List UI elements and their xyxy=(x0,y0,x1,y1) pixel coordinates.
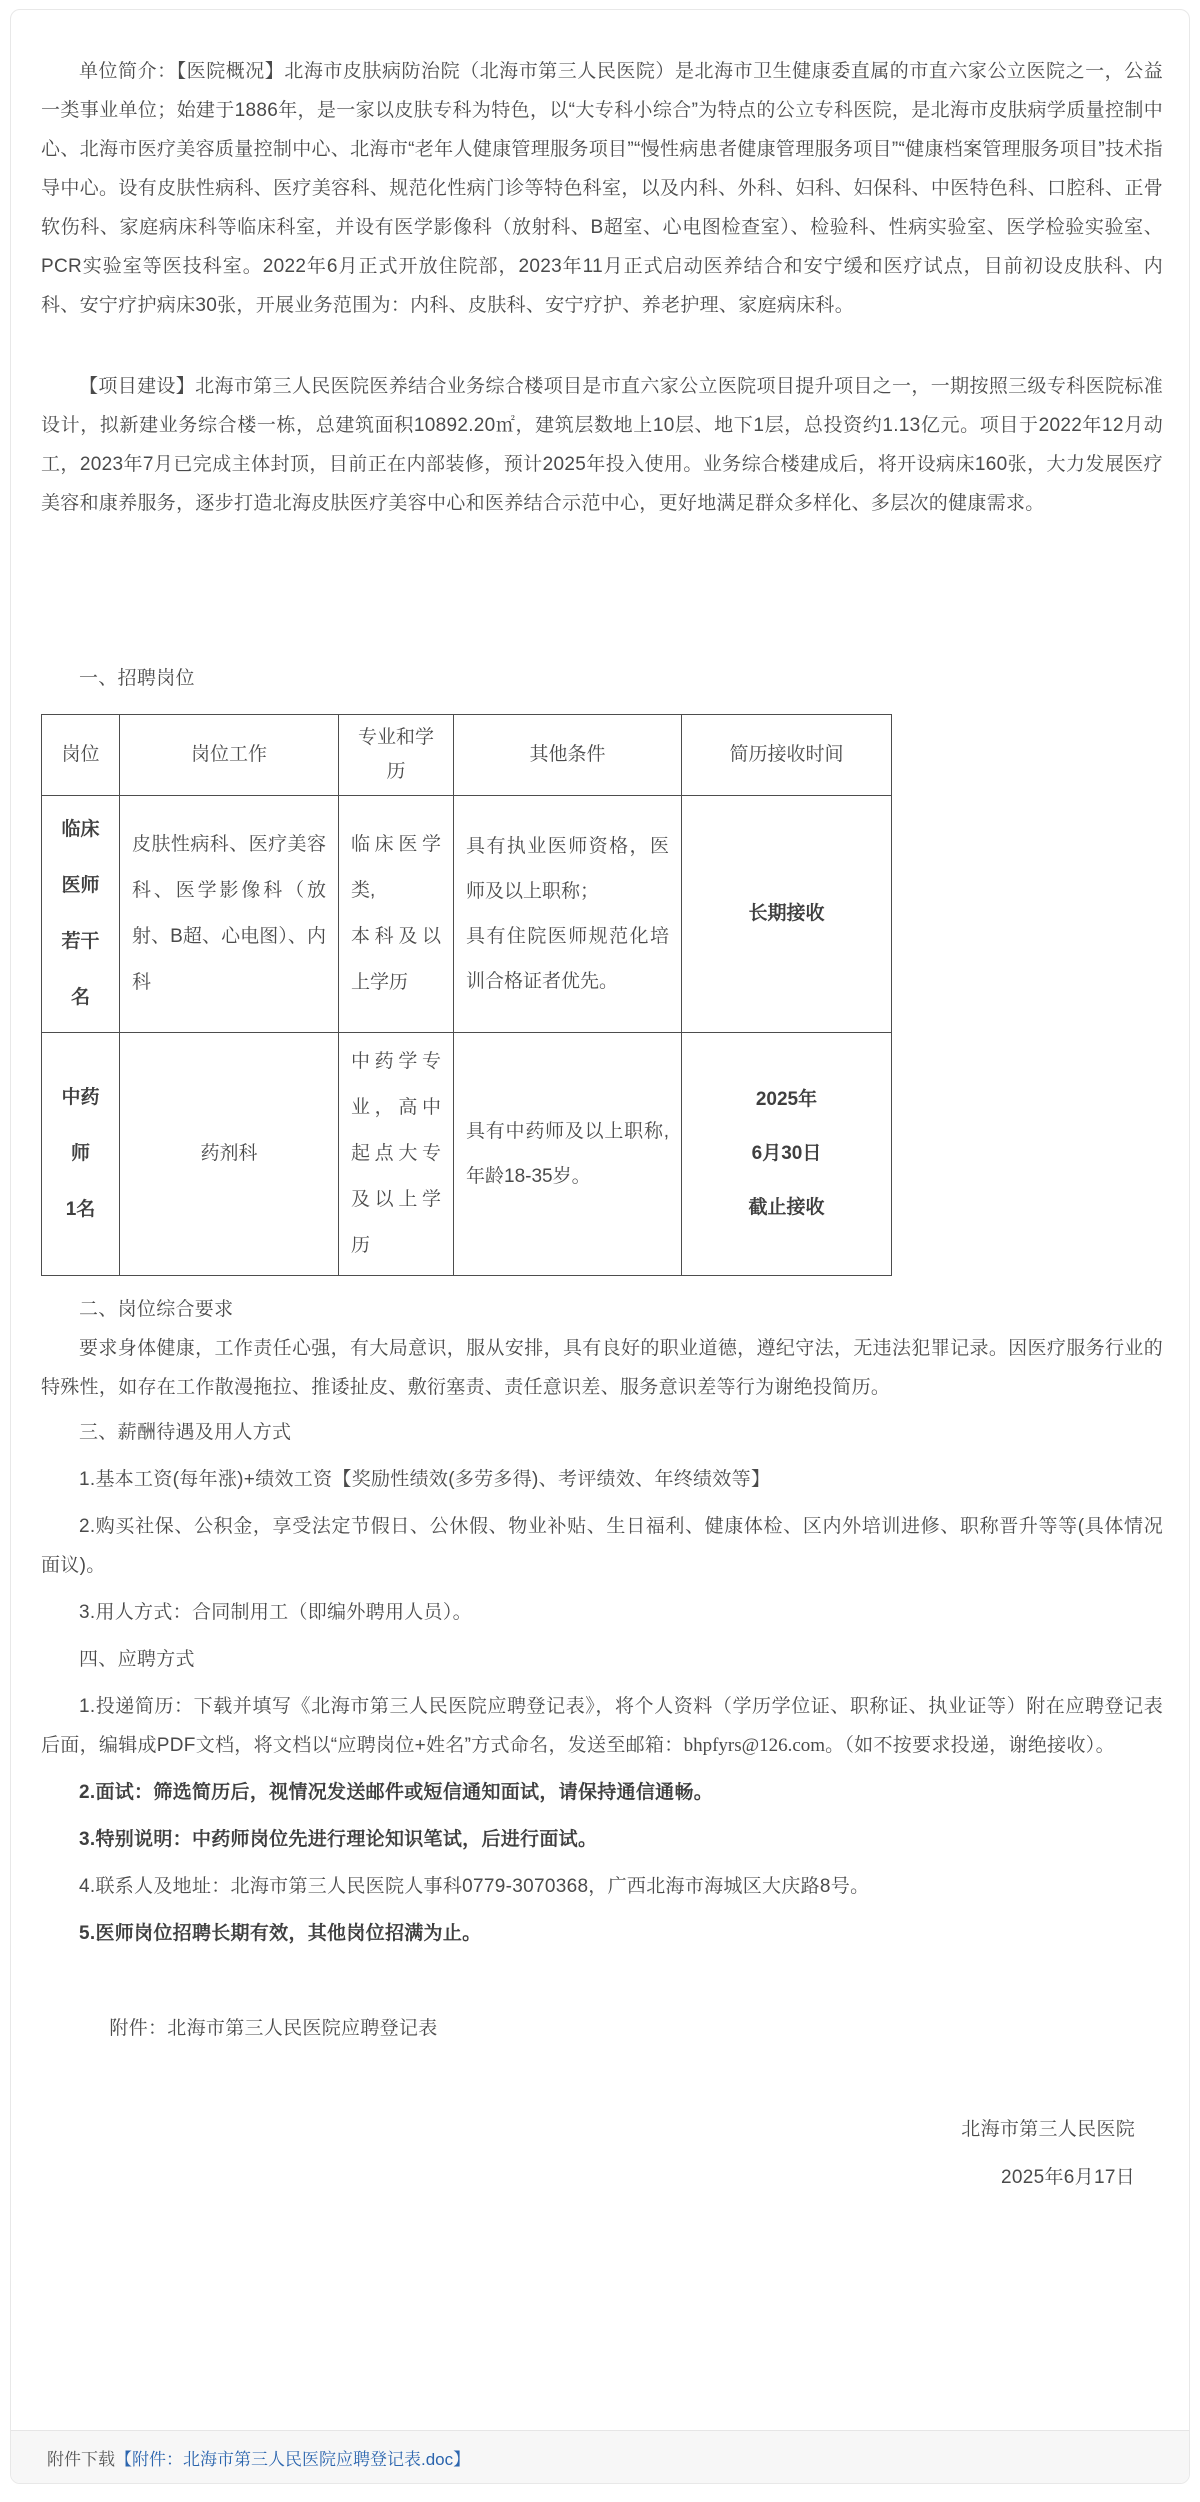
salary-item-3: 3.用人方式：合同制用工（即编外聘用人员）。 xyxy=(79,1602,472,1623)
salary-item-2: 2.购买社保、公积金，享受法定节假日、公休假、物业补贴、生日福利、健康体检、区内外培训进修、职称晋升等等(具体情况面议)。 xyxy=(41,1516,1163,1576)
apply-item-5: 5.医师岗位招聘长期有效，其他岗位招满为止。 xyxy=(79,1923,482,1944)
table-header-conditions: 其他条件 xyxy=(454,715,682,796)
cell-work-pharmacist: 药剂科 xyxy=(120,1033,339,1276)
table-header-education: 专业和学历 xyxy=(339,715,454,796)
article-content xyxy=(11,10,1189,2202)
salary-item-1: 1.基本工资(每年涨)+绩效工资【奖励性绩效(多劳多得)、考评绩效、年终绩效等】 xyxy=(79,1469,771,1490)
attachment-download-link[interactable]: 【附件：北海市第三人民医院应聘登记表.doc】 xyxy=(115,2449,471,2469)
apply-item-4: 4.联系人及地址：北海市第三人民医院人事科0779-3070368，广西北海市海城区大庆路8号。 xyxy=(79,1876,870,1897)
table-header-post: 岗位 xyxy=(42,715,120,796)
intro-paragraph-1: 单位简介：【医院概况】北海市皮肤病防治院（北海市第三人民医院）是北海市卫生健康委直属的市直六家公立医院之一，公益一类事业单位；始建于1886年，是一家以皮肤专科为特色，以“大专科小综合”为特点的公立专科医院，是北海市皮肤病学质量控制中心、北海市医疗美容质量控制中心、北海市“老年人健康管理服务项目”“慢性病患者健康管理服务项目”“健康档案管理服务项目”技术指导中心。设有皮肤性病科、医疗美容科、规范化性病门诊等特色科室，以及内科、外科、妇科、妇保科、中医特色科、口腔科、正骨软伤科、家庭病床科等临床科室，并设有医学影像科（放射科、B超室、心电图检查室）、检验科、性病实验室、医学检验实验室、PCR实验室等医技科室。2022年6月正式开放住院部，2023年11月正式启动医养结合和安宁缓和医疗试点，目前初设皮肤科、内科、安宁疗护病床30张，开展业务范围为：内科、皮肤科、安宁疗护、养老护理、家庭病床科。 xyxy=(41,61,1163,316)
section-title-recruit-posts: 一、招聘岗位 xyxy=(79,668,195,689)
signature-block xyxy=(41,2106,1163,2202)
signature-date: 2025年6月17日 xyxy=(1001,2167,1135,2188)
table-row xyxy=(42,1033,892,1276)
cell-work-clinician: 皮肤性病科、医疗美容科、医学影像科（放射、B超、心电图）、内科 xyxy=(120,796,339,1033)
apply-item-1-tail: 。（如不按要求投递，谢绝接收）。 xyxy=(825,1735,1115,1756)
section-spacer xyxy=(41,523,1163,659)
signature-org: 北海市第三人民医院 xyxy=(961,2119,1135,2140)
section-title-salary: 三、薪酬待遇及用人方式 xyxy=(79,1422,292,1443)
cell-post-pharmacist: 中药师 1名 xyxy=(42,1033,120,1276)
cell-resume-time-clinician: 长期接收 xyxy=(682,796,892,1033)
table-header-resume-time: 简历接收时间 xyxy=(682,715,892,796)
table-row xyxy=(42,796,892,1033)
apply-item-2: 2.面试：筛选简历后，视情况发送邮件或短信通知面试，请保持通信通畅。 xyxy=(79,1782,714,1803)
cell-post-clinician: 临床 医师 若干名 xyxy=(42,796,120,1033)
intro-paragraph-2: 【项目建设】北海市第三人民医院医养结合业务综合楼项目是市直六家公立医院项目提升项目之一，一期按照三级专科医院标准设计，拟新建业务综合楼一栋，总建筑面积10892.20㎡，建筑层数地上10层、地下1层，总投资约1.13亿元。项目于2022年12月动工，2023年7月已完成主体封顶，目前正在内部装修，预计2025年投入使用。业务综合楼建成后，将开设病床160张，大力发展医疗美容和康养服务，逐步打造北海皮肤医疗美容中心和医养结合示范中心，更好地满足群众多样化、多层次的健康需求。 xyxy=(41,376,1163,514)
apply-item-1 xyxy=(41,1687,1163,1765)
cell-resume-time-pharmacist: 2025年 6月30日 截止接收 xyxy=(682,1033,892,1276)
section-title-requirements: 二、岗位综合要求 xyxy=(79,1299,234,1320)
requirements-body: 要求身体健康，工作责任心强，有大局意识，服从安排，具有良好的职业道德，遵纪守法，无违法犯罪记录。因医疗服务行业的特殊性，如存在工作散漫拖拉、推诿扯皮、敷衍塞责、责任意识差、服务意识差等行为谢绝投简历。 xyxy=(41,1338,1163,1398)
recruit-posts-table xyxy=(41,714,892,1276)
cell-conditions-pharmacist: 具有中药师及以上职称, 年龄18-35岁。 xyxy=(454,1033,682,1276)
apply-item-1-text: 1.投递简历：下载并填写《北海市第三人民医院应聘登记表》，将个人资料（学历学位证、职称证、执业证等）附在应聘登记表后面，编辑成PDF文档，将文档以“应聘岗位+姓名”方式命名，发送至邮箱： xyxy=(41,1696,1163,1756)
cell-education-pharmacist: 中药学专业，高中起点大专及以上学历 xyxy=(339,1033,454,1276)
attachment-download-bar xyxy=(11,2430,1189,2483)
apply-email: bhpfyrs@126.com xyxy=(683,1735,826,1756)
table-header-row xyxy=(42,715,892,796)
attachment-download-label: 附件下载 xyxy=(47,2449,115,2469)
article-card xyxy=(10,9,1190,2484)
apply-item-3: 3.特别说明：中药师岗位先进行理论知识笔试，后进行面试。 xyxy=(79,1829,598,1850)
section-title-apply: 四、应聘方式 xyxy=(79,1649,195,1670)
table-header-work: 岗位工作 xyxy=(120,715,339,796)
cell-education-clinician: 临床医学类, 本科及以上学历 xyxy=(339,796,454,1033)
attachment-note: 附件：北海市第三人民医院应聘登记表 xyxy=(109,2018,438,2039)
cell-conditions-clinician: 具有执业医师资格，医师及以上职称； 具有住院医师规范化培训合格证者优先。 xyxy=(454,796,682,1033)
